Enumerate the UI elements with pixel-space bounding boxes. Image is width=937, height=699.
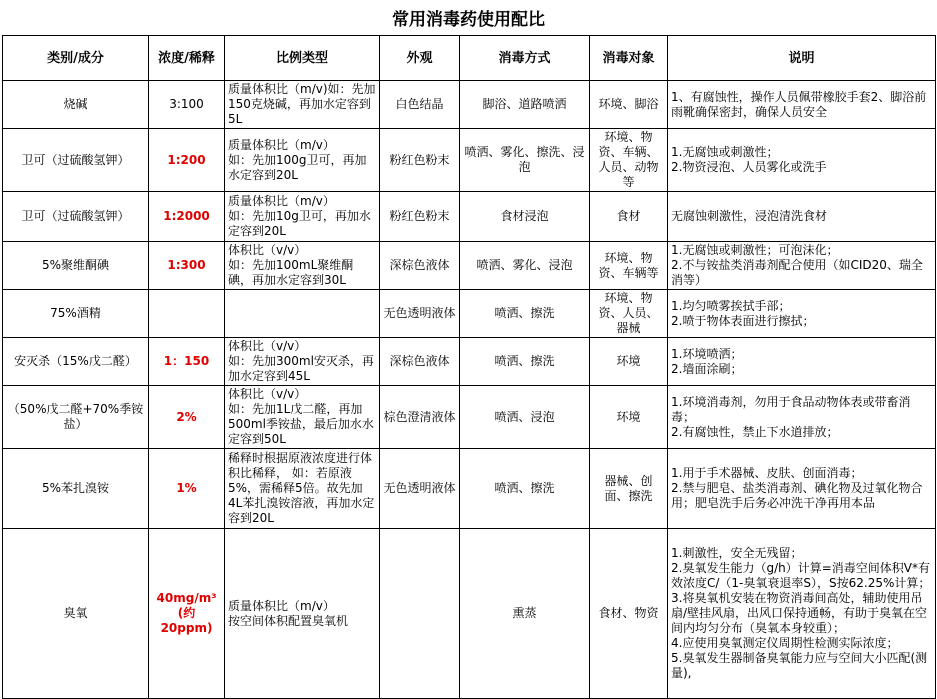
notes-cell: 1.用于手术器械、皮肤、创面消毒； 2.禁与肥皂、盐类消毒剂、碘化物及过氧化物合用；肥皂洗手后务必冲洗干净再用本品 bbox=[668, 449, 936, 529]
concentration-cell: 1:2000 bbox=[149, 192, 225, 242]
category-cell: 臭氧 bbox=[3, 529, 149, 699]
appearance-cell: 深棕色液体 bbox=[380, 242, 460, 290]
appearance-cell: 无色透明液体 bbox=[380, 290, 460, 338]
notes-cell: 1.环境消毒剂，勿用于食品动物体表或带畜消毒； 2.有腐蚀性，禁止下水道排放； bbox=[668, 386, 936, 449]
header-concentration: 浓度/稀释 bbox=[149, 36, 225, 81]
ratio-type-cell: 质量体积比（m/v） 按空间体积配置臭氧机 bbox=[225, 529, 380, 699]
ratio-type-cell: 质量体积比（m/v)如：先加150克烧碱，再加水定容到5L bbox=[225, 81, 380, 129]
ratio-type-cell: 稀释时根据原液浓度进行体积比稀释， 如：若原液5%，需稀释5倍。故先加4L苯扎溴铵溶液，再加水定容到20L bbox=[225, 449, 380, 529]
page-title: 常用消毒药使用配比 bbox=[392, 10, 545, 30]
ratio-type-cell: 体积比（v/v） 如：先加100mL聚维酮碘，再加水定容到30L bbox=[225, 242, 380, 290]
notes-cell: 1.无腐蚀或刺激性；可泡沫化； 2.不与铵盐类消毒剂配合使用（如CID20、瑞全消等） bbox=[668, 242, 936, 290]
appearance-cell: 白色结晶 bbox=[380, 81, 460, 129]
table-row bbox=[3, 129, 936, 192]
category-cell: 5%聚维酮碘 bbox=[3, 242, 149, 290]
method-cell: 喷洒、雾化、浸泡 bbox=[460, 242, 590, 290]
header-method: 消毒方式 bbox=[460, 36, 590, 81]
ratio-type-cell: 体积比（v/v） 如：先加1L戊二醛，再加500ml季铵盐，最后加水水定容到50L bbox=[225, 386, 380, 449]
target-cell: 食材、物资 bbox=[590, 529, 668, 699]
target-cell: 环境 bbox=[590, 386, 668, 449]
appearance-cell: 无色透明液体 bbox=[380, 449, 460, 529]
target-cell: 器械、创面、擦洗 bbox=[590, 449, 668, 529]
notes-cell: 1.无腐蚀或刺激性； 2.物资浸泡、人员雾化或洗手 bbox=[668, 129, 936, 192]
table-row bbox=[3, 290, 936, 338]
notes-cell: 1、有腐蚀性，操作人员佩带橡胶手套2、脚浴前雨靴确保密封，确保人员安全 bbox=[668, 81, 936, 129]
category-cell: 5%苯扎溴铵 bbox=[3, 449, 149, 529]
method-cell: 喷洒、擦洗 bbox=[460, 290, 590, 338]
target-cell: 环境、脚浴 bbox=[590, 81, 668, 129]
notes-cell: 1.均匀喷雾挨拭手部； 2.喷于物体表面进行擦拭； bbox=[668, 290, 936, 338]
appearance-cell: 粉红色粉末 bbox=[380, 129, 460, 192]
target-cell: 环境、物资、人员、器械 bbox=[590, 290, 668, 338]
table-row bbox=[3, 529, 936, 699]
table-row bbox=[3, 386, 936, 449]
category-cell: 烧碱 bbox=[3, 81, 149, 129]
appearance-cell: 粉红色粉末 bbox=[380, 192, 460, 242]
appearance-cell: 深棕色液体 bbox=[380, 338, 460, 386]
concentration-cell: 1：150 bbox=[149, 338, 225, 386]
table-row bbox=[3, 192, 936, 242]
method-cell: 食材浸泡 bbox=[460, 192, 590, 242]
concentration-cell: 40mg/m³ (约20ppm) bbox=[149, 529, 225, 699]
notes-cell: 无腐蚀刺激性，浸泡清洗食材 bbox=[668, 192, 936, 242]
disinfectant-table bbox=[2, 35, 936, 699]
target-cell: 食材 bbox=[590, 192, 668, 242]
table-row bbox=[3, 81, 936, 129]
appearance-cell bbox=[380, 529, 460, 699]
method-cell: 熏蒸 bbox=[460, 529, 590, 699]
target-cell: 环境、物资、车辆等 bbox=[590, 242, 668, 290]
header-category: 类别/成分 bbox=[3, 36, 149, 81]
category-cell: 卫可（过硫酸氢钾） bbox=[3, 129, 149, 192]
header-appearance: 外观 bbox=[380, 36, 460, 81]
ratio-type-cell: 体积比（v/v） 如：先加300ml安灭杀，再加水定容到45L bbox=[225, 338, 380, 386]
notes-cell: 1.刺激性，安全无残留； 2.臭氧发生能力（g/h）计算=消毒空间体积V*有效浓度C/（1-臭氧衰退率S），S按62.25%计算； 3.将臭氧机安装在物资消毒间高处，辅助使用吊扇/壁挂风扇，出风口保持通畅，有助于臭氧在空间内均匀分布（臭氧本身较重）； 4.应使用臭氧测定仪周期性检测实际浓度； 5.臭氧发生器制备臭氧能力应与空间大小匹配(测量), bbox=[668, 529, 936, 699]
category-cell: 安灭杀（15%戊二醛） bbox=[3, 338, 149, 386]
category-cell: 75%酒精 bbox=[3, 290, 149, 338]
header-notes: 说明 bbox=[668, 36, 936, 81]
target-cell: 环境 bbox=[590, 338, 668, 386]
ratio-type-cell: 质量体积比（m/v） 如：先加10g卫可，再加水定容到20L bbox=[225, 192, 380, 242]
method-cell: 喷洒、浸泡 bbox=[460, 386, 590, 449]
ratio-type-cell: 质量体积比（m/v） 如：先加100g卫可，再加水定容到20L bbox=[225, 129, 380, 192]
concentration-cell: 1:300 bbox=[149, 242, 225, 290]
concentration-cell: 1% bbox=[149, 449, 225, 529]
table-row bbox=[3, 242, 936, 290]
method-cell: 喷洒、擦洗 bbox=[460, 338, 590, 386]
concentration-cell: 1:200 bbox=[149, 129, 225, 192]
category-cell: （50%戊二醛+70%季铵盐） bbox=[3, 386, 149, 449]
target-cell: 环境、物资、车辆、人员、动物等 bbox=[590, 129, 668, 192]
header-ratio-type: 比例类型 bbox=[225, 36, 380, 81]
concentration-cell bbox=[149, 290, 225, 338]
method-cell: 喷洒、擦洗 bbox=[460, 449, 590, 529]
method-cell: 喷洒、雾化、擦洗、浸泡 bbox=[460, 129, 590, 192]
ratio-type-cell bbox=[225, 290, 380, 338]
category-cell: 卫可（过硫酸氢钾） bbox=[3, 192, 149, 242]
table-row bbox=[3, 449, 936, 529]
header-row bbox=[3, 36, 936, 81]
header-target: 消毒对象 bbox=[590, 36, 668, 81]
notes-cell: 1.环境喷洒； 2.墙面涂刷； bbox=[668, 338, 936, 386]
concentration-cell: 3:100 bbox=[149, 81, 225, 129]
table-row bbox=[3, 338, 936, 386]
concentration-cell: 2% bbox=[149, 386, 225, 449]
appearance-cell: 棕色澄清液体 bbox=[380, 386, 460, 449]
method-cell: 脚浴、道路喷洒 bbox=[460, 81, 590, 129]
